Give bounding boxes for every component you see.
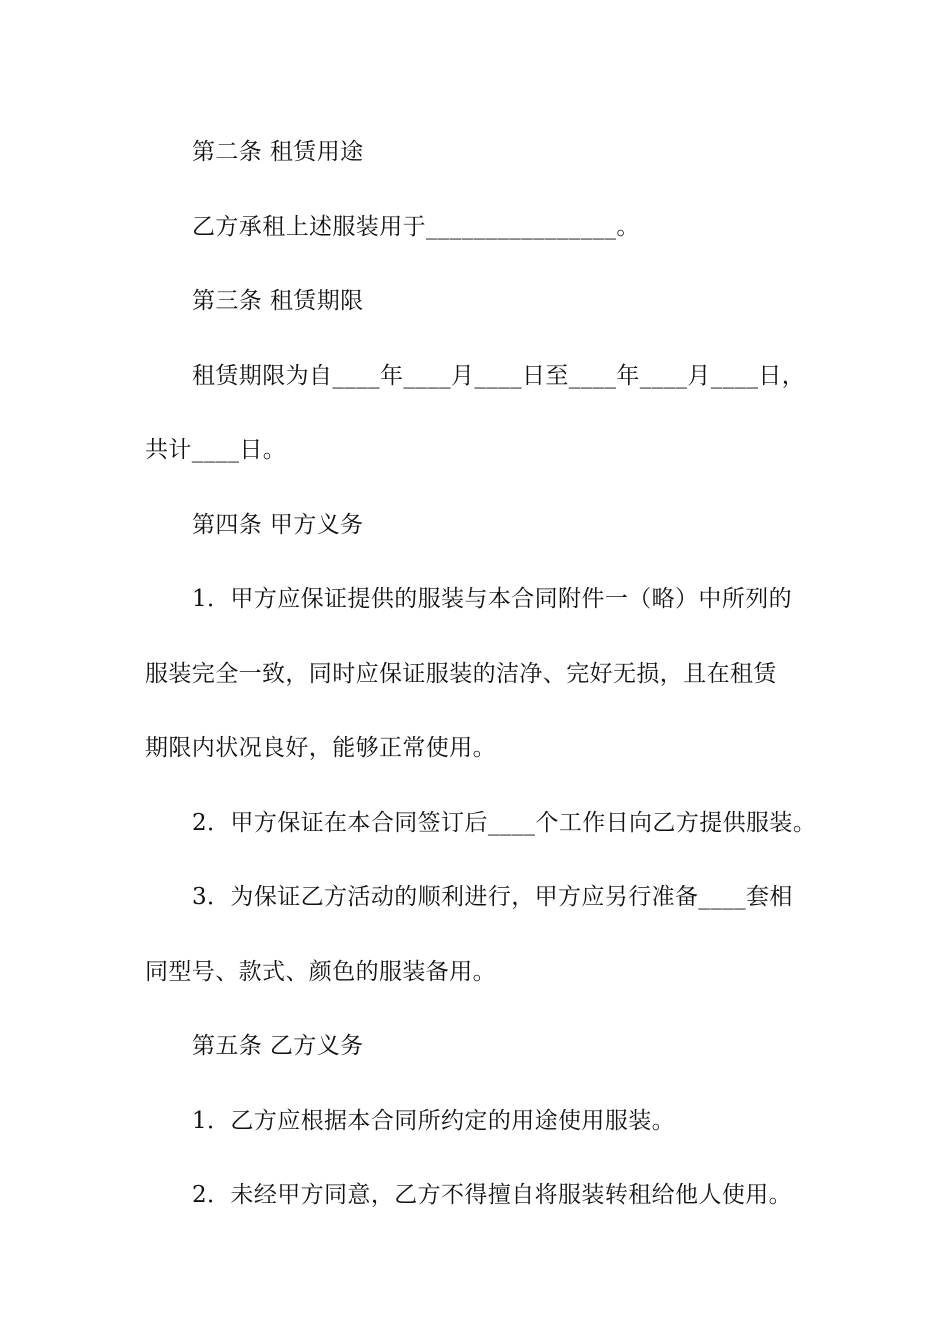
article-4-item-1-line-2: 服装完全一致，同时应保证服装的洁净、完好无损，且在租赁 <box>145 661 777 687</box>
article-4-item-1-line-3: 期限内状况良好，能够正常使用。 <box>145 735 496 761</box>
article-4-heading: 第四条 甲方义务 <box>192 512 364 538</box>
article-5-heading: 第五条 乙方义务 <box>192 1033 364 1059</box>
article-3-text-line-2: 共计____日。 <box>145 437 287 463</box>
article-4-item-2: 2．甲方保证在本合同签订后____个工作日向乙方提供服装。 <box>192 810 817 836</box>
article-4-item-3-line-2: 同型号、款式、颜色的服装备用。 <box>145 959 496 985</box>
article-5-item-1: 1．乙方应根据本合同所约定的用途使用服装。 <box>192 1108 676 1134</box>
article-4-item-3-line-1: 3．为保证乙方活动的顺利进行，甲方应另行准备____套相 <box>192 884 793 910</box>
article-2-heading: 第二条 租赁用途 <box>192 139 364 165</box>
article-4-item-1-line-1: 1．甲方应保证提供的服装与本合同附件一（略）中所列的 <box>192 586 793 612</box>
article-3-text-line-1: 租赁期限为自____年____月____日至____年____月____日， <box>192 363 806 389</box>
article-5-item-2: 2．未经甲方同意，乙方不得擅自将服装转租给他人使用。 <box>192 1182 793 1208</box>
article-3-heading: 第三条 租赁期限 <box>192 288 364 314</box>
article-2-text: 乙方承租上述服装用于________________。 <box>192 214 640 240</box>
